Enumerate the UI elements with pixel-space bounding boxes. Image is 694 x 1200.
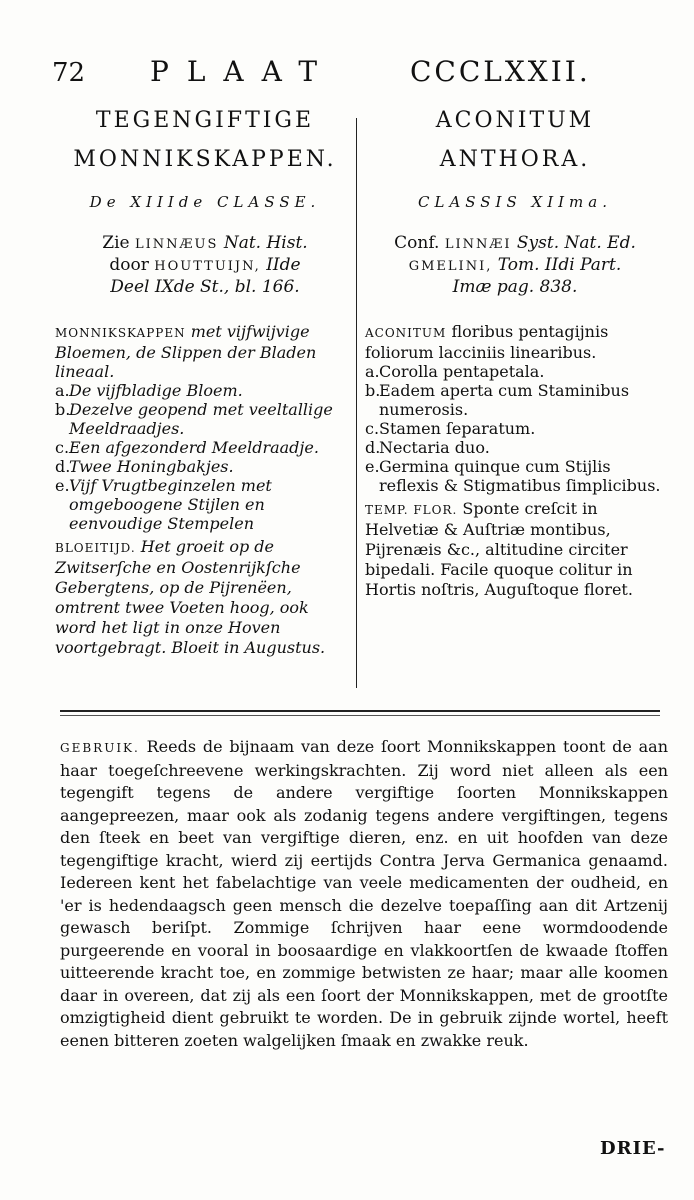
latin-title-line1: ACONITUM bbox=[435, 108, 595, 133]
list-item: c. Stamen ſeparatum. bbox=[365, 419, 536, 438]
dutch-classe: De XIIIde CLASSE. bbox=[89, 193, 321, 211]
dutch-title-line2: MONNIKSKAPPEN. bbox=[73, 147, 337, 172]
dutch-description: MONNIKSKAPPEN met vijfwijvige Bloemen, de Slippen der Bladen lineaal. bbox=[55, 322, 317, 381]
list-item: a. De vijfbladige Bloem. bbox=[55, 381, 243, 400]
column-divider bbox=[356, 118, 357, 688]
page-number: 72 bbox=[52, 58, 86, 88]
latin-reference: Conf. LINNÆI Syst. Nat. Ed. GMELINI, Tom. IIdi Part. Imæ pag. 838. bbox=[394, 233, 636, 297]
dutch-title-line1: TEGENGIFTIGE bbox=[95, 108, 315, 133]
usage-paragraph: GEBRUIK. Reeds de bijnaam van deze ſoort Monnikskappen toont de aan haar toegeſchreevene werkingskrachten. Zij word niet alleen als een tegengift tegens de andere vergiftige ſoorten Monnikskappen aangepreezen, maar ook als zodanig tegens andere vergiftingen, tegens den ſteek en beet van vergiftige dieren, enz. en uit hoofden van deze tegengiftige kracht, wierd zij eertijds Contra Jerva Germanica genaamd. Iedereen kent het fabelachtige van veele medicamenten der oudheid, en 'er is hedendaagsch geen mensch die dezelve toepaſſing aan dit Artzenij gewasch beriſpt. Zommige ſchrijven haar eene wormdoodende purgeerende en vooral in boosaardige en vlakkoortſen de kwaade ſtoffen uitteerende kracht toe, en zommige betwisten ze haar; maar alle koomen daar in overeen, dat zij als een ſoort der Monnikskappen, met de grootſte omzigtigheid dient gebruikt te worden. De in gebruik zijnde wortel, heeft eenen bitteren zoeten walgelijken ſmaak en zwakke reuk. bbox=[60, 737, 669, 1050]
latin-column bbox=[365, 100, 665, 600]
dutch-items bbox=[55, 381, 355, 533]
catchword: DRIE- bbox=[600, 1138, 666, 1159]
dutch-reference: Zie LINNÆUS Nat. Hist. door HOUTTUIJN, IIde Deel IXde St., bl. 166. bbox=[102, 233, 308, 297]
list-item: b. Dezelve geopend met veeltallige Meeldraadjes. bbox=[55, 400, 333, 438]
latin-title-line2: ANTHORA. bbox=[439, 147, 591, 172]
list-item: b. Eadem aperta cum Staminibus numerosis. bbox=[365, 381, 630, 419]
plate-number: CCCLXXII. bbox=[410, 55, 591, 88]
latin-flowering: TEMP. FLOR. Sponte creſcit in Helvetiæ & Auſtriæ montibus, Pijrenæis &c., altitudine circiter bipedali. Facile quoque colitur in Hortis noſtris, Auguſtoque floret. bbox=[365, 499, 633, 599]
dutch-column bbox=[55, 100, 355, 658]
plate-label: PLAAT bbox=[150, 55, 336, 88]
latin-items bbox=[365, 362, 665, 495]
latin-classe: CLASSIS XIIma. bbox=[418, 193, 612, 211]
list-item: d. Nectaria duo. bbox=[365, 438, 490, 457]
list-item: e. Vijf Vrugtbeginzelen met omgeboogene Stijlen en eenvoudige Stempelen bbox=[55, 476, 272, 533]
section-rule-thin bbox=[60, 715, 660, 716]
latin-description: ACONITUM floribus pentagijnis foliorum lacciniis linearibus. bbox=[365, 322, 609, 362]
list-item: e. Germina quinque cum Stijlis reflexis & Stigmatibus ſimplicibus. bbox=[365, 457, 661, 495]
list-item: c. Een afgezonderd Meeldraadje. bbox=[55, 438, 319, 457]
list-item: a. Corolla pentapetala. bbox=[365, 362, 545, 381]
section-rule bbox=[60, 710, 660, 712]
dutch-flowering: BLOEITIJD. Het groeit op de Zwitserſche en Oostenrijkſche Gebergtens, op de Pijrenëen, omtrent twee Voeten hoog, ook word het ligt in onze Hoven voortgebragt. Bloeit in Augustus. bbox=[55, 537, 326, 657]
list-item: d. Twee Honingbakjes. bbox=[55, 457, 234, 476]
